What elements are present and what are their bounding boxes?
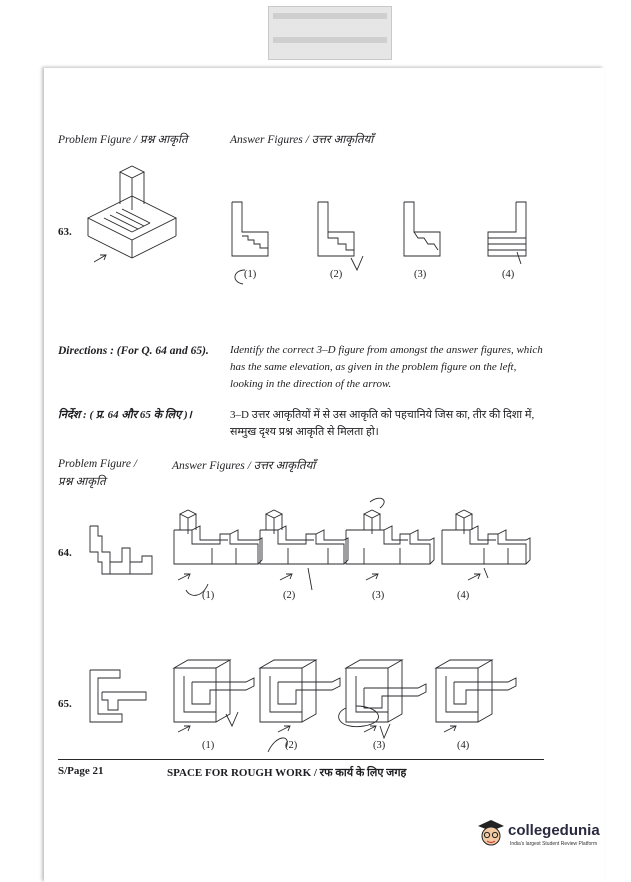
q63-option-2-label: (2) bbox=[330, 269, 343, 280]
q65-option-1-label: (1) bbox=[202, 740, 215, 751]
q64-option-2-label: (2) bbox=[283, 590, 296, 601]
footer-page-number: S/Page 21 bbox=[58, 765, 104, 777]
q63-problem-figure bbox=[80, 162, 180, 274]
brand-name: collegedunia bbox=[508, 822, 600, 839]
q63-number: 63. bbox=[58, 226, 72, 238]
directions-hindi-text: 3–D उत्तर आकृतियों में से उस आकृति को पहचानिये जिस का, तीर की दिशा में, सम्मुख दृश्य प्रश्न आकृति से मिलता हो। bbox=[230, 409, 535, 438]
q63-answer-heading: Answer Figures / उत्तर आकृतियाँ bbox=[230, 134, 374, 146]
q65-problem-figure bbox=[86, 664, 156, 728]
q65-answer-figure-4 bbox=[432, 652, 522, 738]
q64-option-4-label: (4) bbox=[457, 590, 470, 601]
q63-problem-heading: Problem Figure / प्रश्न आकृति bbox=[58, 134, 188, 146]
directions-text: Identify the correct 3–D figure from amongst the answer figures, which has the same elevation, as given in the problem figure on the left, looking in the direction of the arrow. bbox=[230, 344, 543, 390]
q65-option-4-label: (4) bbox=[457, 740, 470, 751]
brand-mascot-icon bbox=[476, 818, 506, 848]
q63-option-3-label: (3) bbox=[414, 269, 427, 280]
q64-number: 64. bbox=[58, 547, 72, 559]
q64-answer-heading: Answer Figures / उत्तर आकृतियाँ bbox=[172, 460, 316, 472]
directions-label: Directions : (For Q. 64 and 65). bbox=[58, 345, 209, 357]
q64-option-3-label: (3) bbox=[372, 590, 385, 601]
brand-tagline: India's largest Student Review Platform bbox=[510, 841, 598, 847]
q64-option-1-label: (1) bbox=[202, 590, 215, 601]
q63-option-4-label: (4) bbox=[502, 269, 515, 280]
directions-hindi-label: निर्देश : ( प्र. 64 और 65 के लिए )। bbox=[58, 409, 192, 421]
q65-option-3-label: (3) bbox=[373, 740, 386, 751]
footer-rough-work: SPACE FOR ROUGH WORK / रफ कार्य के लिए जगह bbox=[167, 767, 407, 779]
q63-option-1-label: (1) bbox=[244, 269, 257, 280]
binder-tab bbox=[268, 6, 392, 60]
q64-pen-marks bbox=[180, 494, 520, 604]
q63-pen-marks bbox=[225, 248, 545, 288]
q64-problem-figure bbox=[86, 522, 158, 578]
q64-problem-heading-2: प्रश्न आकृति bbox=[58, 476, 106, 488]
footer-divider bbox=[58, 759, 544, 760]
q65-number: 65. bbox=[58, 698, 72, 710]
q65-option-2-label: (2) bbox=[285, 740, 298, 751]
q64-problem-heading-1: Problem Figure / bbox=[58, 458, 137, 470]
q65-pen-marks bbox=[220, 690, 420, 760]
